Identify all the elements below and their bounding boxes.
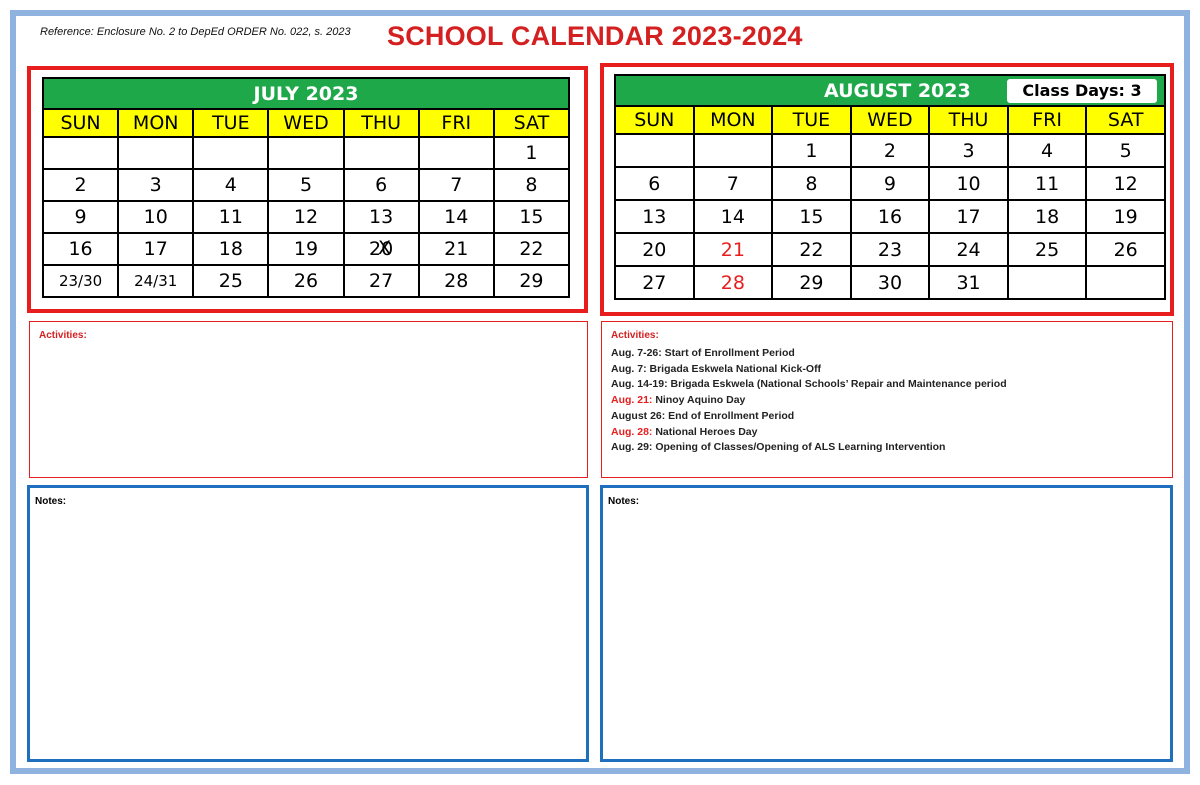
date-cell: [419, 137, 494, 169]
date-cell: [851, 167, 930, 200]
activity-date: Aug. 7:: [611, 362, 647, 375]
activity-item: [611, 346, 1007, 362]
date-cell: [419, 201, 494, 233]
date-number: 16: [877, 205, 903, 228]
date-cell: [694, 167, 773, 200]
date-cell: [494, 169, 569, 201]
date-cell: [268, 265, 343, 297]
date-number: 13: [642, 205, 667, 228]
day-name-thu: THU: [344, 109, 419, 137]
date-number: 28: [444, 270, 469, 292]
date-number: 1: [525, 142, 538, 164]
july-week-row: [43, 201, 569, 233]
activity-text: Opening of Classes/Opening of ALS Learning Intervention: [652, 441, 946, 454]
date-number: 16: [68, 238, 93, 260]
activity-item: [611, 440, 1007, 456]
date-number: 6: [375, 174, 388, 196]
day-name-tue: TUE: [193, 109, 268, 137]
date-cell: [1086, 167, 1165, 200]
date-number: 14: [444, 206, 469, 228]
date-cell: [193, 233, 268, 265]
date-cell: [929, 266, 1008, 299]
date-number: 7: [726, 172, 739, 195]
date-number: 18: [1035, 205, 1060, 228]
date-cell: [772, 134, 851, 167]
august-month-title: AUGUST 2023: [615, 75, 1165, 106]
date-cell: [772, 167, 851, 200]
day-name-wed: WED: [268, 109, 343, 137]
july-week-row: [43, 233, 569, 265]
date-cell: [694, 200, 773, 233]
date-number: 22: [799, 238, 824, 261]
date-cell: [193, 137, 268, 169]
day-name-sun: SUN: [43, 109, 118, 137]
activity-date: August 26:: [611, 409, 666, 422]
date-cell: [615, 266, 694, 299]
date-cell: [419, 169, 494, 201]
date-number: 25: [1035, 238, 1060, 261]
date-cell: [1008, 167, 1087, 200]
notes-label: Notes:: [35, 496, 67, 507]
date-cell: [268, 201, 343, 233]
activities-label: Activities:: [39, 330, 87, 341]
date-cell: [851, 233, 930, 266]
date-cell: [268, 233, 343, 265]
date-number: 14: [720, 205, 745, 228]
day-name-sun: SUN: [615, 106, 694, 134]
activity-item: [611, 377, 1007, 393]
holiday-date: 28: [720, 271, 745, 294]
august-day-names-row: [615, 106, 1165, 134]
date-cell: [344, 265, 419, 297]
date-number: 4: [224, 174, 237, 196]
date-cell: [1008, 134, 1087, 167]
date-cell: [43, 201, 118, 233]
date-cell: [851, 266, 930, 299]
august-week-row: [615, 233, 1165, 266]
date-cell: [193, 201, 268, 233]
date-cell: [344, 137, 419, 169]
date-cell: [118, 265, 193, 297]
date-cell: [694, 134, 773, 167]
date-cell: [193, 169, 268, 201]
activity-text: Ninoy Aquino Day: [652, 394, 746, 407]
date-number: 1: [805, 139, 818, 162]
date-number: 15: [799, 205, 824, 228]
july-week-row: [43, 265, 569, 297]
august-activities-list: [611, 346, 1007, 456]
activity-date: Aug. 14-19:: [611, 378, 668, 391]
date-cell: [615, 134, 694, 167]
holiday-date: 21: [720, 238, 745, 261]
activity-text: Brigada Eskwela (National Schools’ Repair and Maintenance period: [667, 378, 1007, 391]
activity-text: Brigada Eskwela National Kick-Off: [646, 362, 822, 375]
date-number: 6: [648, 172, 661, 195]
july-day-names-row: [43, 109, 569, 137]
july-week-row: [43, 169, 569, 201]
date-number: 23: [877, 238, 903, 261]
august-week-row: [615, 200, 1165, 233]
day-name-fri: FRI: [419, 109, 494, 137]
date-number: 26: [1113, 238, 1138, 261]
date-cell: [851, 134, 930, 167]
date-cell: [772, 266, 851, 299]
date-number: 9: [74, 206, 87, 228]
date-number: 7: [450, 174, 463, 196]
activity-date: Aug. 21:: [611, 394, 653, 407]
day-name-fri: FRI: [1008, 106, 1087, 134]
date-number: 3: [962, 139, 975, 162]
page-title: SCHOOL CALENDAR 2023-2024: [387, 21, 803, 51]
date-cell: [929, 200, 1008, 233]
activity-date: Aug. 28:: [611, 425, 653, 438]
day-name-sat: SAT: [1086, 106, 1165, 134]
date-number: 26: [293, 270, 319, 292]
date-number: 12: [1113, 172, 1138, 195]
date-cell: [419, 233, 494, 265]
date-cell: [929, 233, 1008, 266]
date-number: 2: [883, 139, 897, 162]
day-name-mon: MON: [694, 106, 773, 134]
date-cell: [494, 233, 569, 265]
date-number: 11: [218, 206, 243, 228]
july-notes-panel: [27, 485, 589, 762]
day-name-thu: THU: [929, 106, 1008, 134]
august-notes-panel: [600, 485, 1173, 762]
date-number: 9: [883, 172, 897, 195]
date-number: 27: [642, 271, 667, 294]
activity-date: Aug. 29:: [611, 441, 653, 454]
date-cell: [43, 265, 118, 297]
day-name-wed: WED: [851, 106, 930, 134]
activity-date: Aug. 7-26:: [611, 347, 662, 359]
date-cell: [494, 201, 569, 233]
date-number: 29: [519, 270, 544, 292]
date-cell: [851, 200, 930, 233]
august-week-row: [615, 134, 1165, 167]
date-number: 19: [1113, 205, 1138, 228]
reference-note: Reference: Enclosure No. 2 to DepEd ORDER No. 022, s. 2023: [40, 26, 351, 38]
date-cell: [494, 137, 569, 169]
date-cell: [118, 233, 193, 265]
date-number: 17: [143, 238, 168, 260]
date-number: 11: [1035, 172, 1060, 195]
date-number: 30: [877, 271, 903, 294]
date-number: 15: [519, 206, 544, 228]
date-cell: [1008, 233, 1087, 266]
date-number: 18: [218, 238, 243, 260]
date-cell: [615, 167, 694, 200]
date-cell: [118, 201, 193, 233]
date-cell: [193, 265, 268, 297]
date-number: 24: [956, 238, 981, 261]
july-calendar: [42, 77, 570, 298]
activities-label: Activities:: [611, 330, 659, 341]
date-cell: [929, 167, 1008, 200]
class-days-badge: Class Days: 3: [1005, 77, 1159, 105]
date-number: 10: [143, 206, 168, 228]
date-number: 25: [218, 270, 243, 292]
august-activities-panel: [601, 321, 1173, 478]
date-number: 21: [444, 238, 469, 260]
date-cell: [43, 137, 118, 169]
date-cell: [344, 169, 419, 201]
date-cell: [694, 266, 773, 299]
date-number: 12: [293, 206, 319, 228]
date-number: 8: [805, 172, 818, 195]
date-cell: [694, 233, 773, 266]
date-cell: [1008, 200, 1087, 233]
date-number: 31: [956, 271, 981, 294]
date-cell: [1086, 233, 1165, 266]
date-number: 13: [369, 206, 394, 228]
day-name-tue: TUE: [772, 106, 851, 134]
activity-item: [611, 425, 1007, 441]
date-cell: [1086, 266, 1165, 299]
date-number: 5: [299, 174, 313, 196]
august-week-row: [615, 266, 1165, 299]
activity-text: End of Enrollment Period: [665, 409, 795, 422]
date-cell: [1086, 134, 1165, 167]
august-calendar: [614, 74, 1166, 300]
date-cell: [772, 233, 851, 266]
date-cell: [344, 201, 419, 233]
date-cell: [929, 134, 1008, 167]
date-number: 20 X: [369, 238, 393, 260]
date-number: 29: [799, 271, 824, 294]
date-cell: [344, 233, 419, 265]
date-cell: [615, 233, 694, 266]
date-cell: [268, 137, 343, 169]
activity-text: National Heroes Day: [652, 425, 758, 438]
date-cell: [268, 169, 343, 201]
date-cell: [118, 137, 193, 169]
date-number: 19: [293, 238, 319, 260]
date-number: 20: [642, 238, 667, 261]
july-activities-panel: [29, 321, 588, 478]
august-week-row: [615, 167, 1165, 200]
july-month-title: JULY 2023: [43, 78, 569, 109]
date-cell: [43, 233, 118, 265]
date-cell: [1008, 266, 1087, 299]
date-cell: [615, 200, 694, 233]
date-number: 22: [519, 238, 544, 260]
date-number: 23/30: [58, 272, 103, 290]
date-cell: [1086, 200, 1165, 233]
date-number: 17: [956, 205, 981, 228]
date-number: 2: [74, 174, 87, 196]
day-name-mon: MON: [118, 109, 193, 137]
activity-item: [611, 393, 1007, 409]
date-cell: [43, 169, 118, 201]
date-cell: [118, 169, 193, 201]
date-cell: [494, 265, 569, 297]
date-number: 8: [525, 174, 538, 196]
date-number: 10: [956, 172, 981, 195]
activity-item: [611, 409, 1007, 425]
july-week-row: [43, 137, 569, 169]
date-number: 5: [1119, 139, 1132, 162]
activity-text: Start of Enrollment Period: [661, 347, 795, 359]
date-cell: [419, 265, 494, 297]
day-name-sat: SAT: [494, 109, 569, 137]
date-number: 24/31: [134, 272, 178, 290]
activity-item: [611, 362, 1007, 378]
date-number: 27: [369, 270, 394, 292]
date-number: 3: [149, 174, 162, 196]
date-number: 4: [1041, 139, 1054, 162]
notes-label: Notes:: [608, 496, 640, 507]
date-cell: [772, 200, 851, 233]
